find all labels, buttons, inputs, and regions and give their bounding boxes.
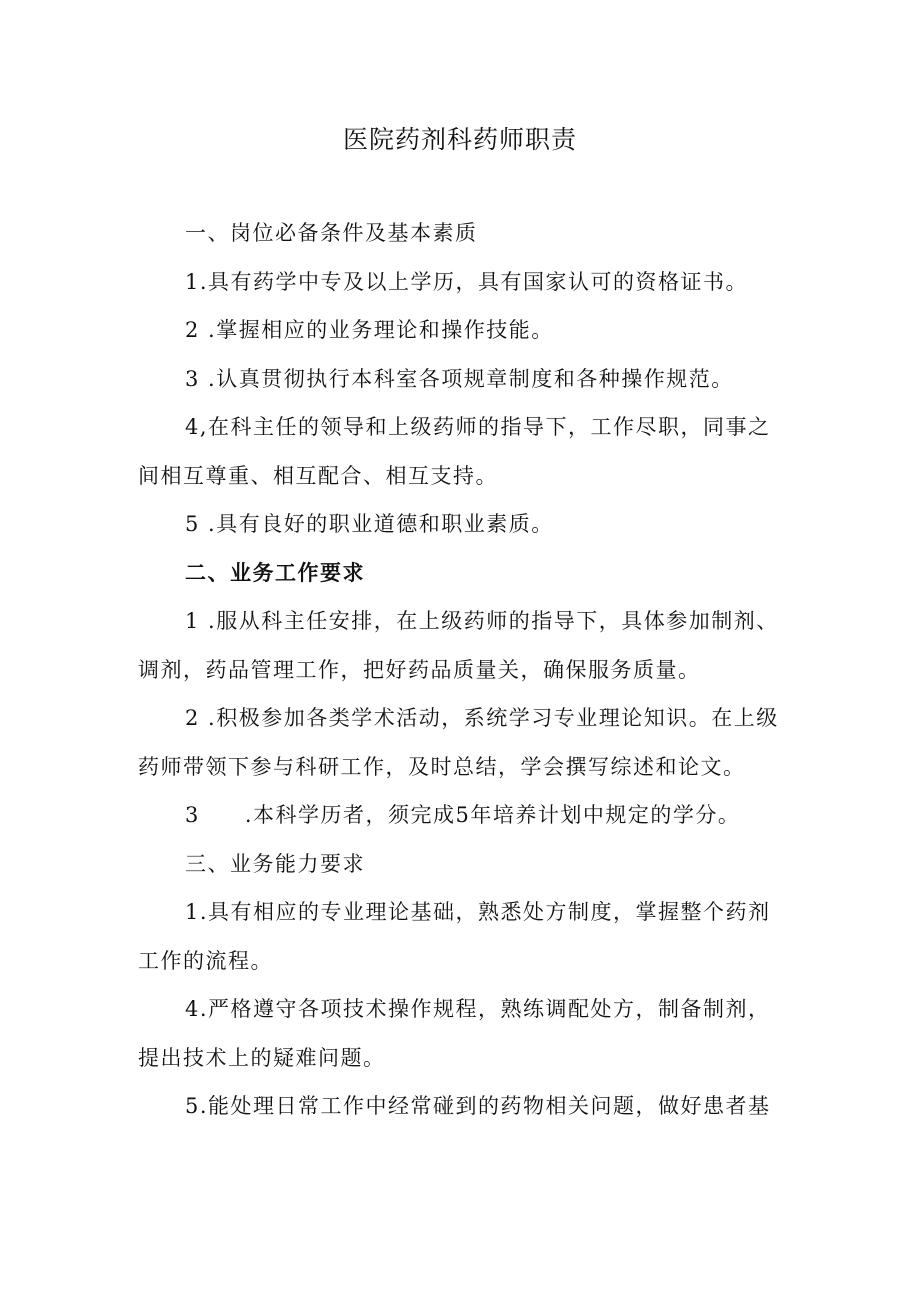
paragraph-line: 3 .认真贯彻执行本科室各项规章制度和各种操作规范。 <box>185 367 734 391</box>
paragraph-line: 提出技术上的疑难问题。 <box>138 1046 386 1070</box>
section-heading-2: 二、业务工作要求 <box>185 560 365 585</box>
paragraph-line: 5 .具有良好的职业道德和职业素质。 <box>185 512 554 536</box>
document-title: 医院药剂科药师职责 <box>342 125 577 154</box>
paragraph-line: 药师带领下参与科研工作，及时总结，学会撰写综述和论文。 <box>138 755 746 779</box>
paragraph-line: 间相互尊重、相互配合、相互支持。 <box>138 464 498 488</box>
section-heading-3: 三、业务能力要求 <box>185 852 365 876</box>
paragraph-line: 1.具有药学中专及以上学历，具有国家认可的资格证书。 <box>185 270 749 294</box>
paragraph-line: 工作的流程。 <box>138 949 273 973</box>
paragraph-line: 4.严格遵守各项技术操作规程，熟练调配处方，制备制剂， <box>185 997 771 1021</box>
section-heading-1: 一、岗位必备条件及基本素质 <box>185 221 478 245</box>
paragraph-line: 5.能处理日常工作中经常碰到的药物相关问题，做好患者基 <box>185 1094 771 1118</box>
paragraph-line: 2 .积极参加各类学术活动，系统学习专业理论知识。在上级 <box>185 706 779 730</box>
paragraph-line: 2 .掌握相应的业务理论和操作技能。 <box>185 318 554 342</box>
paragraph-line: 调剂，药品管理工作，把好药品质量关，确保服务质量。 <box>138 658 701 682</box>
paragraph-line: 4,在科主任的领导和上级药师的指导下，工作尽职，同事之 <box>185 415 771 439</box>
paragraph-line: 3 .本科学历者，须完成5年培养计划中规定的学分。 <box>185 803 741 827</box>
paragraph-line: 1 .服从科主任安排，在上级药师的指导下，具体参加制剂、 <box>185 609 779 633</box>
paragraph-line: 1.具有相应的专业理论基础，熟悉处方制度，掌握整个药剂 <box>185 900 771 924</box>
